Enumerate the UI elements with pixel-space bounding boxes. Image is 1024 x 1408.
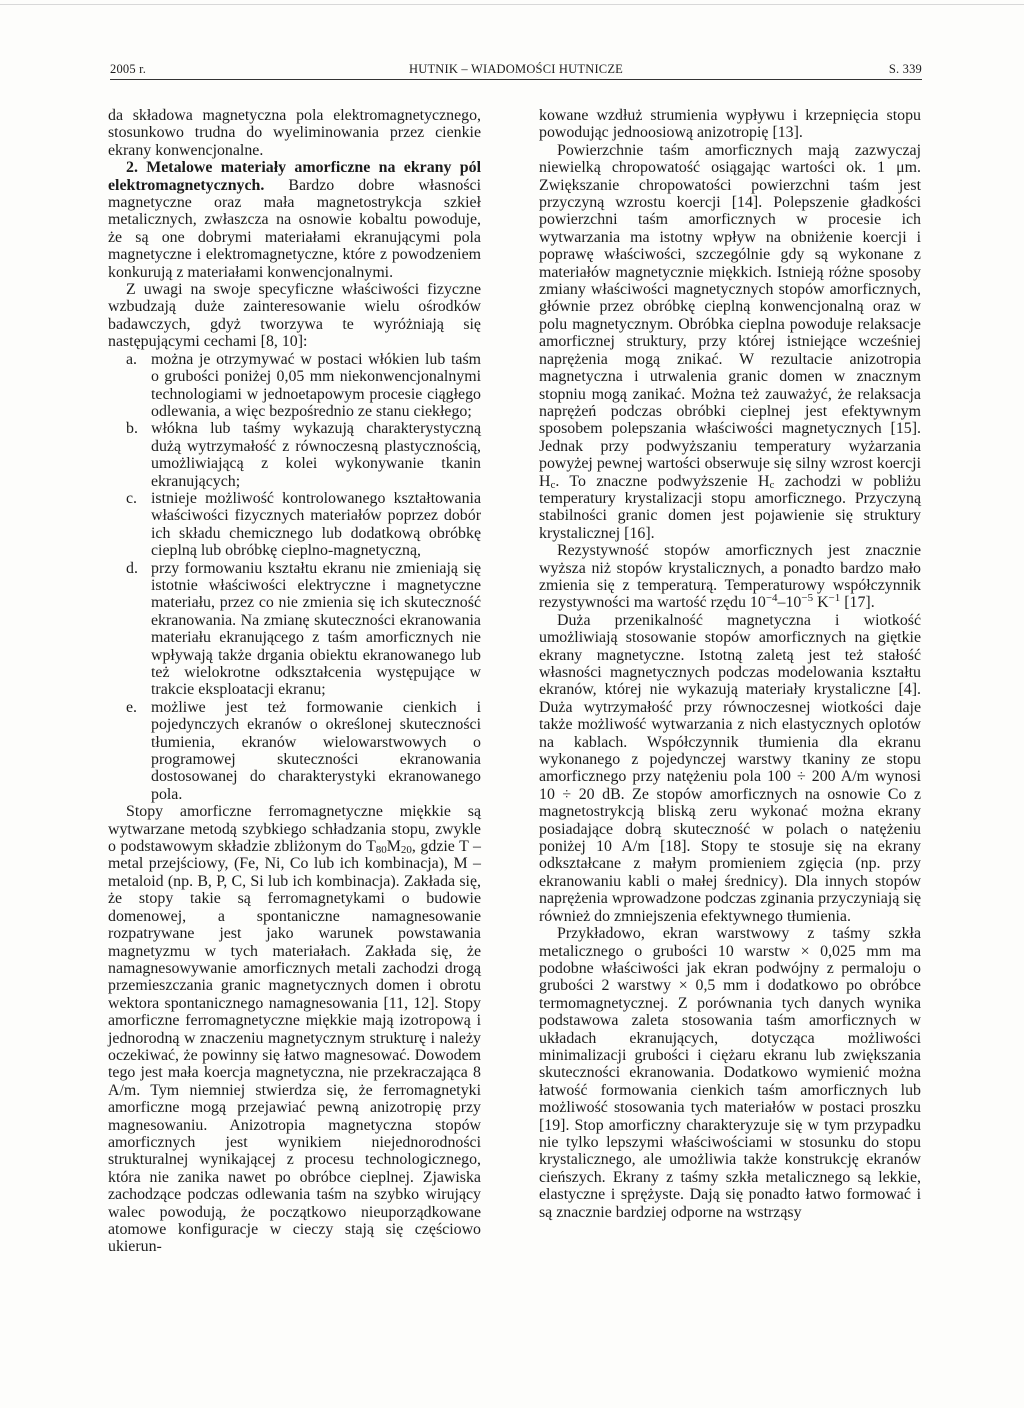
paragraph-properties-intro: Z uwagi na swoje specyficzne właściwości fizyczne wzbudzają duże zainteresowanie wielu ośrodków badawczych, gdyż tworzywa te wyróżniają się następującymi cechami [8, 10]: bbox=[108, 281, 481, 351]
list-item bbox=[108, 699, 481, 803]
paragraph-permeability: Duża przenikalność magnetyczna i wiotkość umożliwiają stosowanie stopów amorficznych na giętkie ekrany magnetyczne. Istotną zaletą jest też stałość własności magnetycznych podczas modelowania kształtu ekranów, której nie wykazują materiały krystaliczne [4]. Duża wytrzymałość przy równoczesnej wiotkości daje także możliwość wytwarzania z nich elastycznych oplotów na kablach. Współczynnik tłumienia dla ekranu wykonanego z pojedynczej warstwy tkaniny ze stopu amorficznego przy natężeniu pola 100 ÷ 200 A/m wynosi 10 ÷ 20 dB. Ze stopów amorficznych na osnowie Co z magnetostrykcją bliską zeru wykonać można ekrany posiadające dobrą skuteczność w polach o natężeniu poniżej 10 A/m [18]. Stopy te stosuje się na ekrany odkształcane z małym promieniem zgięcia (np. przy ekranowaniu kabli o małej średnicy). Dla innych stopów naprężenia wprowadzone podczas zginania przyczyniają się również do zmniejszenia efektywnego tłumienia. bbox=[539, 611, 921, 925]
list-item-text: można je otrzymywać w postaci włókien lub taśm o grubości poniżej 0,05 mm niekonwencjonalnymi technologiami w jednoetapowym procesie ciągłego odlewania, a więc bezpośrednio ze stanu ciekłego; bbox=[151, 350, 481, 420]
list-item-letter: a. bbox=[126, 350, 138, 368]
paragraph-text: Stopy amorficzne ferromagnetyczne miękkie są wytwarzane metodą szybkiego schładzania stopu, zwykle o podstawowym składzie zbliżonym do bbox=[108, 803, 481, 856]
header-rule bbox=[110, 79, 922, 80]
list-item-text: możliwe jest też formowanie cienkich i pojedynczych ekranów o określonej skuteczności tłumienia, ekranów wielowarstwowych o programowej skuteczności ekranowania dostosowanej do charakterystyki ekranowanego pola. bbox=[151, 698, 481, 803]
list-item bbox=[108, 560, 481, 699]
header-journal-title: HUTNIK – WIADOMOŚCI HUTNICZE bbox=[408, 62, 624, 76]
list-item-letter: e. bbox=[126, 698, 138, 716]
section-heading: 2. Metalowe materiały amorficzne na ekrany pól elektromagnetycznych. bbox=[108, 159, 481, 194]
paragraph-text: , gdzie T – metal przejściowy, (Fe, Ni, Co lub ich kombinacja), M – metaloid (np. B, P, C, Si lub ich kombinacja). Zakłada się, że stopy takie są ferromagnetykami o budowie domenowej, a spontaniczne namagnesowanie rozpatrywane jest jako warunek powstawania magnetyzmu w tych materiałach. Zakłada się, że namagnesowywanie amorficznych metali zachodzi drogą przemieszczania granic magnetycznych domen i obrotu wektora spontanicznego namagnesowania [11, 12]. Stopy amorficzne ferromagnetyczne miękkie mają izotropową i jednorodną w znaczeniu magnetycznym strukturę i należy oczekiwać, że powinny się łatwo magnesować. Dowodem tego jest mała koercja magnetyczna, nie przekraczająca 8 A/m. Tym niemniej stwierdza się, że ferromagnetyki amorficzne mogą przejawiać pewną anizotropię przy magnesowaniu. Anizotropia magnetyczna stopów amorficznych jest wynikiem niejednorodności strukturalnej wynikającej z procesu technologicznego, która nie zanika nawet po obróbce cieplnej. Zjawiska zachodzące podczas odlewania taśm na szybko wirujący walec powodują, że początkowo nieuporządkowane atomowe konfiguracje w cieczy stają się częściowo ukierun- bbox=[108, 838, 481, 1256]
list-item-letter: d. bbox=[126, 559, 138, 577]
paragraph-example: Przykładowo, ekran warstwowy z taśmy szkła metalicznego o grubości 10 warstw × 0,025 mm ma podobne właściwości jak ekran podwójny z permaloju o grubości 2 warstwy × 0,5 mm i dodatkowo po obróbce termomagnetycznej. Z porównania tych danych wynika podstawowa zaleta stosowania taśm amorficznych w układach ekranujących, dotycząca możliwości minimalizacji grubości i ciężaru ekranu lub zwiększania skuteczności ekranowania. Dodatkowo wymienić można łatwość formowania cienkich taśm amorficznych lub możliwość stosowania tych materiałów w postaci proszku [19]. Stop amorficzny charakteryzuje się w tym przypadku nie tylko lepszymi właściwościami w stosunku do stopu krystalicznego, ale umożliwia także konstrukcję ekranów cieńszych. Ekrany z taśmy szkła metalicznego są lekkie, elastyczne i sprężyste. Dają się ponadto łatwo formować i są znacznie bardziej odporne na wstrząsy bbox=[539, 925, 921, 1221]
list-item-text: istnieje możliwość kontrolowanego kształtowania właściwości fizycznych materiałów poprzez dobór ich składu chemicznego lub dodatkową obróbkę cieplną lub obróbkę cieplno-magnetyczną, bbox=[151, 489, 481, 560]
right-column bbox=[539, 107, 921, 1221]
unit-micrometre: μm bbox=[896, 159, 917, 177]
formula-T80M20: $T_{80}M_{20}$ bbox=[366, 838, 412, 857]
list-item-letter: b. bbox=[126, 420, 138, 438]
paragraph-surface: Powierzchnie taśm amorficznych mają zazwyczaj niewielką chropowatość osiągając wartości ok. 1 μm. Zwiększanie chropowatości powierzchni taśm jest przyczyną wzrostu koercji [14]. Polepszenie gładkości powierzchni taśm amorficznych w procesie ich wytwarzania ma istotny wpływ na obniżenie koercji i poprawę właściwości, szczególnie gdy są wykonane z materiałów magnetycznie miękkich. Istnieją różne sposoby zmiany właściwości magnetycznych stopów amorficznych, głównie przez obróbkę cieplną konwencjonalną oraz w polu magnetycznym. Obróbka cieplna powoduje relaksacje amorficznej struktury, przy której istniejące wcześniej naprężenia mogą znikać. W rezultacie anizotropia magnetyczna i utrwalenia granic domen w znacznym stopniu mogą zanikać. Można też zauważyć, że relaksacja naprężeń podczas obróbki cieplnej jest efektywnym sposobem polepszania właściwości magnetycznych [15]. Jednak przy podwyższaniu temperatury wyżarzania powyżej pewnej wartości obserwuje się silny wzrost koercji $H_c$. To znaczne podwyższenie $H_c$ zachodzi w pobliżu temperatury krystalizacji stopu amorficznego. Przyczyną stabilności granic domen jest pojawienie się struktury krystalicznej [16]. bbox=[539, 141, 921, 542]
list-item bbox=[108, 351, 481, 421]
scan-edge-line bbox=[0, 4, 1024, 5]
paragraph-continued: kowane wzdłuż strumienia wypływu i krzepnięcia stopu powodując jednoosiową anizotropię [13]. bbox=[539, 107, 921, 142]
paragraph-amorphous-alloys bbox=[108, 803, 481, 1256]
left-column bbox=[108, 107, 481, 1256]
list-item-text: włókna lub taśmy wykazują charakterystyczną dużą wytrzymałość z równoczesną plastycznością, umożliwiającą z kolei wykonywanie tkanin ekranujących; bbox=[151, 420, 481, 490]
list-item bbox=[108, 420, 481, 490]
paragraph-resistivity: Rezystywność stopów amorficznych jest znacznie wyższa niż stopów krystalicznych, a ponadto bardzo mało zmienia się z temperaturą. Temperaturowy współczynnik rezystywności ma wartość rzędu $10^{-4}-10^{-5}$ $K^{-1}$ [17]. bbox=[539, 542, 921, 612]
header-year: 2005 r. bbox=[110, 62, 147, 76]
properties-list bbox=[108, 351, 481, 804]
paragraph-intro: da składowa magnetyczna pola elektromagnetycznego, stosunkowo trudna do wyeliminowania przez cienkie ekrany konwencjonalne. bbox=[108, 107, 481, 159]
list-item bbox=[108, 490, 481, 560]
header-page-number: S. 339 bbox=[888, 62, 922, 76]
section-2 bbox=[108, 159, 481, 281]
list-item-letter: c. bbox=[126, 489, 138, 507]
section-body: Bardzo dobre własności magnetyczne oraz mała magnetostrykcja szkieł metalicznych, zwłaszcza na osnowie kobaltu powoduje, że są one dobrymi materiałami ekranującymi pola magnetyczne i elektromagnetyczne, które z powodzeniem konkurują z materiałami konwencjonalnymi. bbox=[108, 176, 481, 281]
list-item-text: przy formowaniu kształtu ekranu nie zmieniają się istotnie właściwości elektryczne i magnetyczne materiału, przez co nie zmienia się ich skuteczność ekranowania. Na zmianę skuteczności ekranowania materiału ekranującego z taśm amorficznych nie wpływają także drgania obiektu ekranowanego lub też wielokrotne odkształcenia występujące w trakcie eksploatacji ekranu; bbox=[151, 559, 481, 699]
